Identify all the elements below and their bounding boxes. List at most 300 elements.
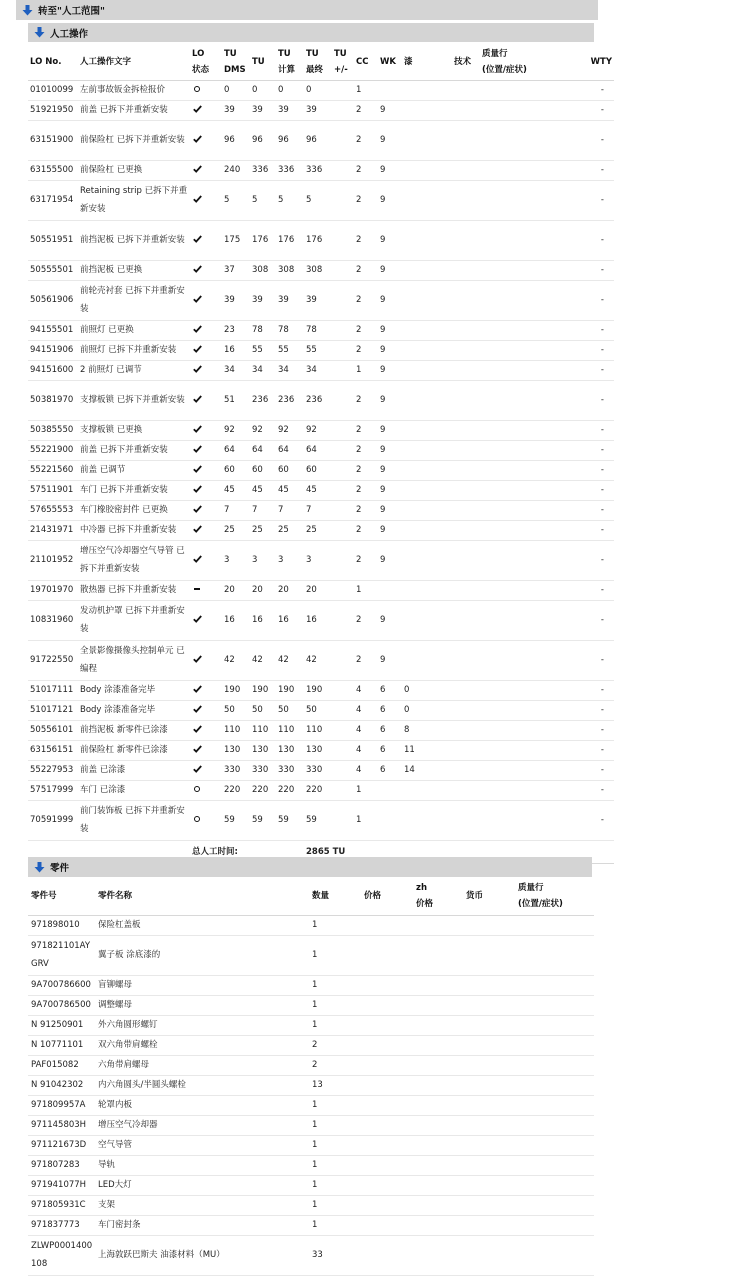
tu-value: 190 xyxy=(250,680,276,700)
part-row[interactable] xyxy=(28,1015,594,1035)
wty-value: - xyxy=(558,340,614,360)
quality-value xyxy=(480,220,558,260)
wk-value: 9 xyxy=(378,120,402,160)
lo-status xyxy=(190,540,222,580)
part-qty: 1 xyxy=(310,975,362,995)
tu-dms: 23 xyxy=(222,320,250,340)
lo-number: 94155501 xyxy=(28,320,78,340)
tech-value xyxy=(452,100,480,120)
check-icon xyxy=(192,701,202,719)
tu-calc: 42 xyxy=(276,640,304,680)
lo-status xyxy=(190,700,222,720)
part-row[interactable] xyxy=(28,1035,594,1055)
wk-value xyxy=(378,780,402,800)
part-price xyxy=(362,1075,414,1095)
tu-final: 92 xyxy=(304,420,332,440)
lo-number: 63171954 xyxy=(28,180,78,220)
tu-plusminus xyxy=(332,280,354,320)
cc-value: 2 xyxy=(354,180,378,220)
part-number: 971941077H xyxy=(28,1175,96,1195)
header-price: 价格 xyxy=(362,877,414,915)
tu-final: 0 xyxy=(304,80,332,100)
cc-value: 1 xyxy=(354,80,378,100)
tu-calc: 16 xyxy=(276,600,304,640)
tu-dms: 60 xyxy=(222,460,250,480)
paint-value: 11 xyxy=(402,740,452,760)
quality-value xyxy=(480,640,558,680)
tu-final: 336 xyxy=(304,160,332,180)
part-quality xyxy=(516,995,594,1015)
part-name: 轮罩内板 xyxy=(96,1095,310,1115)
quality-value xyxy=(480,360,558,380)
quality-value xyxy=(480,480,558,500)
tu-value: 3 xyxy=(250,540,276,580)
labor-row[interactable] xyxy=(28,720,614,740)
tu-value: 0 xyxy=(250,80,276,100)
labor-row[interactable] xyxy=(28,180,614,220)
arrow-down-icon xyxy=(34,27,45,38)
wk-value: 6 xyxy=(378,760,402,780)
tech-value xyxy=(452,260,480,280)
tu-dms: 20 xyxy=(222,580,250,600)
total-labor-label: 总人工时间: xyxy=(190,840,304,863)
lo-number: 50555501 xyxy=(28,260,78,280)
wk-value: 9 xyxy=(378,600,402,640)
tu-dms: 59 xyxy=(222,800,250,840)
labor-row[interactable] xyxy=(28,580,614,600)
wty-value: - xyxy=(558,120,614,160)
part-price xyxy=(362,1035,414,1055)
part-price xyxy=(362,1215,414,1235)
header-wty: WTY xyxy=(558,44,614,80)
labor-row[interactable] xyxy=(28,700,614,720)
labor-row[interactable] xyxy=(28,460,614,480)
lo-number: 57511901 xyxy=(28,480,78,500)
labor-text: 前挡泥板 新零件已涂漆 xyxy=(78,720,190,740)
lo-status xyxy=(190,260,222,280)
labor-row[interactable] xyxy=(28,80,614,100)
tu-calc: 0 xyxy=(276,80,304,100)
tech-value xyxy=(452,800,480,840)
labor-row[interactable] xyxy=(28,120,614,160)
tech-value xyxy=(452,580,480,600)
tu-final: 50 xyxy=(304,700,332,720)
wk-value xyxy=(378,800,402,840)
tu-plusminus xyxy=(332,480,354,500)
tu-calc: 39 xyxy=(276,280,304,320)
labor-row[interactable] xyxy=(28,360,614,380)
tu-final: 130 xyxy=(304,740,332,760)
tu-final: 60 xyxy=(304,460,332,480)
wk-value: 9 xyxy=(378,540,402,580)
check-icon xyxy=(192,611,202,629)
quality-value xyxy=(480,540,558,580)
labor-text: 前盖 已涂漆 xyxy=(78,760,190,780)
tu-final: 190 xyxy=(304,680,332,700)
part-zh-price xyxy=(414,1175,464,1195)
tu-value: 5 xyxy=(250,180,276,220)
lo-status xyxy=(190,220,222,260)
quality-value xyxy=(480,800,558,840)
cc-value: 1 xyxy=(354,800,378,840)
cc-value: 4 xyxy=(354,760,378,780)
tu-value: 34 xyxy=(250,360,276,380)
tu-dms: 130 xyxy=(222,740,250,760)
header-tu-dms: TU DMS xyxy=(222,44,250,80)
wk-value: 9 xyxy=(378,360,402,380)
tu-final: 5 xyxy=(304,180,332,220)
labor-row[interactable] xyxy=(28,320,614,340)
tu-final: 78 xyxy=(304,320,332,340)
header-tech: 技术 xyxy=(452,44,480,80)
part-price xyxy=(362,995,414,1015)
lo-number: 01010099 xyxy=(28,80,78,100)
paint-value xyxy=(402,600,452,640)
tu-dms: 240 xyxy=(222,160,250,180)
paint-value xyxy=(402,640,452,680)
tu-calc: 60 xyxy=(276,460,304,480)
part-qty: 1 xyxy=(310,1015,362,1035)
tu-calc: 330 xyxy=(276,760,304,780)
part-name: 盲铆螺母 xyxy=(96,975,310,995)
check-icon xyxy=(192,341,202,359)
lo-status xyxy=(190,120,222,160)
tu-final: 64 xyxy=(304,440,332,460)
labor-section-header[interactable] xyxy=(28,23,594,42)
labor-row[interactable] xyxy=(28,260,614,280)
tu-plusminus xyxy=(332,80,354,100)
quality-value xyxy=(480,420,558,440)
cc-value: 2 xyxy=(354,460,378,480)
part-row[interactable] xyxy=(28,1155,594,1175)
tu-calc: 96 xyxy=(276,120,304,160)
tu-plusminus xyxy=(332,640,354,680)
tu-dms: 45 xyxy=(222,480,250,500)
part-row[interactable] xyxy=(28,1235,594,1275)
tu-dms: 330 xyxy=(222,760,250,780)
paint-value xyxy=(402,100,452,120)
part-zh-price xyxy=(414,975,464,995)
tu-calc: 176 xyxy=(276,220,304,260)
tu-dms: 96 xyxy=(222,120,250,160)
tu-dms: 39 xyxy=(222,280,250,320)
lo-status xyxy=(190,420,222,440)
labor-row[interactable] xyxy=(28,160,614,180)
tu-value: 236 xyxy=(250,380,276,420)
labor-text: 增压空气冷却器空气导管 已拆下并重新安装 xyxy=(78,540,190,580)
tu-value: 110 xyxy=(250,720,276,740)
check-icon xyxy=(192,361,202,379)
part-quality xyxy=(516,1115,594,1135)
parts-section-header[interactable] xyxy=(28,857,592,877)
tu-final: 176 xyxy=(304,220,332,260)
part-zh-price xyxy=(414,1115,464,1135)
part-name: 内六角圆头/半圆头螺栓 xyxy=(96,1075,310,1095)
part-quality xyxy=(516,915,594,935)
lo-status xyxy=(190,600,222,640)
labor-text: Body 涂漆准备完毕 xyxy=(78,680,190,700)
part-number: N 91042302 xyxy=(28,1075,96,1095)
quality-value xyxy=(480,340,558,360)
wty-value: - xyxy=(558,480,614,500)
part-name: 增压空气冷却器 xyxy=(96,1115,310,1135)
parts-section-title: 零件 xyxy=(50,863,70,874)
paint-value xyxy=(402,500,452,520)
cc-value: 2 xyxy=(354,220,378,260)
part-price xyxy=(362,1015,414,1035)
tu-calc: 190 xyxy=(276,680,304,700)
paint-value xyxy=(402,460,452,480)
part-qty: 1 xyxy=(310,915,362,935)
paint-value xyxy=(402,260,452,280)
header-lo-status: LO 状态 xyxy=(190,44,222,80)
check-icon xyxy=(192,441,202,459)
labor-row[interactable] xyxy=(28,780,614,800)
lo-status xyxy=(190,100,222,120)
part-row[interactable] xyxy=(28,915,594,935)
labor-row[interactable] xyxy=(28,800,614,840)
tech-value xyxy=(452,640,480,680)
tu-calc: 110 xyxy=(276,720,304,740)
tu-calc: 92 xyxy=(276,420,304,440)
tech-value xyxy=(452,540,480,580)
tu-plusminus xyxy=(332,360,354,380)
quality-value xyxy=(480,100,558,120)
tu-value: 308 xyxy=(250,260,276,280)
part-number: 9A700786600 xyxy=(28,975,96,995)
labor-row[interactable] xyxy=(28,760,614,780)
part-row[interactable] xyxy=(28,935,594,975)
tech-value xyxy=(452,340,480,360)
wk-value: 9 xyxy=(378,320,402,340)
part-number: 971805931C xyxy=(28,1195,96,1215)
tech-value xyxy=(452,600,480,640)
tu-final: 3 xyxy=(304,540,332,580)
part-row[interactable] xyxy=(28,1195,594,1215)
paint-value xyxy=(402,160,452,180)
check-icon xyxy=(192,761,202,779)
part-price xyxy=(362,1055,414,1075)
check-icon xyxy=(192,651,202,669)
tu-plusminus xyxy=(332,340,354,360)
tu-plusminus xyxy=(332,380,354,420)
labor-row[interactable] xyxy=(28,420,614,440)
wk-value: 6 xyxy=(378,740,402,760)
total-labor-value: 2865 TU xyxy=(304,840,378,863)
check-icon xyxy=(192,291,202,309)
cc-value: 2 xyxy=(354,160,378,180)
part-price xyxy=(362,1195,414,1215)
arrow-down-icon xyxy=(34,862,45,873)
labor-row[interactable] xyxy=(28,680,614,700)
part-qty: 1 xyxy=(310,995,362,1015)
tu-plusminus xyxy=(332,260,354,280)
part-row[interactable] xyxy=(28,1095,594,1115)
part-row[interactable] xyxy=(28,1215,594,1235)
labor-row[interactable] xyxy=(28,340,614,360)
part-name: 翼子板 涂底漆的 xyxy=(96,935,310,975)
tech-value xyxy=(452,160,480,180)
labor-row[interactable] xyxy=(28,740,614,760)
tech-value xyxy=(452,420,480,440)
tu-final: 96 xyxy=(304,120,332,160)
tech-value xyxy=(452,220,480,260)
lo-number: 19701970 xyxy=(28,580,78,600)
labor-row[interactable] xyxy=(28,480,614,500)
cc-value: 2 xyxy=(354,340,378,360)
wty-value: - xyxy=(558,700,614,720)
paint-value: 8 xyxy=(402,720,452,740)
part-quality xyxy=(516,1155,594,1175)
wty-value: - xyxy=(558,320,614,340)
tu-final: 55 xyxy=(304,340,332,360)
part-price xyxy=(362,935,414,975)
part-number: 971898010 xyxy=(28,915,96,935)
cc-value: 2 xyxy=(354,640,378,680)
cc-value: 2 xyxy=(354,100,378,120)
lo-status xyxy=(190,720,222,740)
part-currency xyxy=(464,1075,516,1095)
tu-plusminus xyxy=(332,720,354,740)
quality-value xyxy=(480,740,558,760)
lo-status xyxy=(190,440,222,460)
lo-status xyxy=(190,780,222,800)
quality-value xyxy=(480,280,558,320)
header-paint: 漆 xyxy=(402,44,452,80)
tu-plusminus xyxy=(332,600,354,640)
part-name: 保险杠盖板 xyxy=(96,915,310,935)
labor-text: 前挡泥板 已拆下并重新安装 xyxy=(78,220,190,260)
labor-row[interactable] xyxy=(28,540,614,580)
tech-value xyxy=(452,80,480,100)
tech-value xyxy=(452,780,480,800)
part-zh-price xyxy=(414,1095,464,1115)
lo-number: 50385550 xyxy=(28,420,78,440)
check-icon xyxy=(192,101,202,119)
check-icon xyxy=(192,681,202,699)
part-quality xyxy=(516,1175,594,1195)
header-cc: CC xyxy=(354,44,378,80)
tu-plusminus xyxy=(332,440,354,460)
tu-value: 55 xyxy=(250,340,276,360)
tu-final: 25 xyxy=(304,520,332,540)
wk-value: 9 xyxy=(378,520,402,540)
part-qty: 1 xyxy=(310,1215,362,1235)
labor-text: 前保险杠 已拆下并重新安装 xyxy=(78,120,190,160)
lo-number: 21101952 xyxy=(28,540,78,580)
wk-value: 6 xyxy=(378,720,402,740)
part-number: N 10771101 xyxy=(28,1035,96,1055)
paint-value xyxy=(402,480,452,500)
cc-value: 4 xyxy=(354,680,378,700)
cc-value: 2 xyxy=(354,480,378,500)
tu-final: 236 xyxy=(304,380,332,420)
scope-jump-bar[interactable] xyxy=(16,0,598,20)
part-row[interactable] xyxy=(28,1055,594,1075)
paint-value xyxy=(402,540,452,580)
part-qty: 1 xyxy=(310,1155,362,1175)
part-currency xyxy=(464,1235,516,1275)
labor-row[interactable] xyxy=(28,440,614,460)
part-qty: 1 xyxy=(310,1115,362,1135)
wty-value: - xyxy=(558,460,614,480)
wty-value: - xyxy=(558,580,614,600)
part-row[interactable] xyxy=(28,995,594,1015)
check-icon xyxy=(192,501,202,519)
parts-table xyxy=(28,877,594,1276)
labor-row[interactable] xyxy=(28,640,614,680)
part-name: 双六角带肩螺栓 xyxy=(96,1035,310,1055)
part-zh-price xyxy=(414,935,464,975)
tu-calc: 130 xyxy=(276,740,304,760)
quality-value xyxy=(480,380,558,420)
tu-calc: 39 xyxy=(276,100,304,120)
part-qty: 1 xyxy=(310,1175,362,1195)
labor-row[interactable] xyxy=(28,520,614,540)
part-quality xyxy=(516,975,594,995)
part-number: 971809957A xyxy=(28,1095,96,1115)
part-qty: 1 xyxy=(310,1135,362,1155)
tu-plusminus xyxy=(332,460,354,480)
tu-plusminus xyxy=(332,220,354,260)
part-row[interactable] xyxy=(28,1075,594,1095)
lo-status xyxy=(190,460,222,480)
labor-row[interactable] xyxy=(28,600,614,640)
paint-value xyxy=(402,440,452,460)
tu-plusminus xyxy=(332,420,354,440)
tu-final: 220 xyxy=(304,780,332,800)
wty-value: - xyxy=(558,380,614,420)
tu-dms: 34 xyxy=(222,360,250,380)
tu-calc: 3 xyxy=(276,540,304,580)
labor-text: 车门 已涂漆 xyxy=(78,780,190,800)
part-number: 971145803H xyxy=(28,1115,96,1135)
part-currency xyxy=(464,1215,516,1235)
header-part-no: 零件号 xyxy=(28,877,96,915)
tu-calc: 336 xyxy=(276,160,304,180)
labor-row[interactable] xyxy=(28,380,614,420)
labor-row[interactable] xyxy=(28,500,614,520)
lo-number: 10831960 xyxy=(28,600,78,640)
parts-header-row xyxy=(28,877,594,915)
tu-dms: 25 xyxy=(222,520,250,540)
part-qty: 13 xyxy=(310,1075,362,1095)
part-row[interactable] xyxy=(28,975,594,995)
wty-value: - xyxy=(558,180,614,220)
tu-plusminus xyxy=(332,580,354,600)
part-row[interactable] xyxy=(28,1175,594,1195)
tu-dms: 39 xyxy=(222,100,250,120)
check-icon xyxy=(192,521,202,539)
circle-icon xyxy=(192,781,202,799)
labor-row[interactable] xyxy=(28,100,614,120)
arrow-down-icon xyxy=(22,5,33,16)
part-row[interactable] xyxy=(28,1135,594,1155)
tech-value xyxy=(452,440,480,460)
part-number: N 91250901 xyxy=(28,1015,96,1035)
wty-value: - xyxy=(558,500,614,520)
wty-value: - xyxy=(558,720,614,740)
tech-value xyxy=(452,460,480,480)
quality-value xyxy=(480,680,558,700)
part-row[interactable] xyxy=(28,1115,594,1135)
part-name: 外六角圆形螺钉 xyxy=(96,1015,310,1035)
labor-row[interactable] xyxy=(28,220,614,260)
tu-value: 45 xyxy=(250,480,276,500)
labor-row[interactable] xyxy=(28,280,614,320)
part-currency xyxy=(464,1135,516,1155)
tu-value: 130 xyxy=(250,740,276,760)
